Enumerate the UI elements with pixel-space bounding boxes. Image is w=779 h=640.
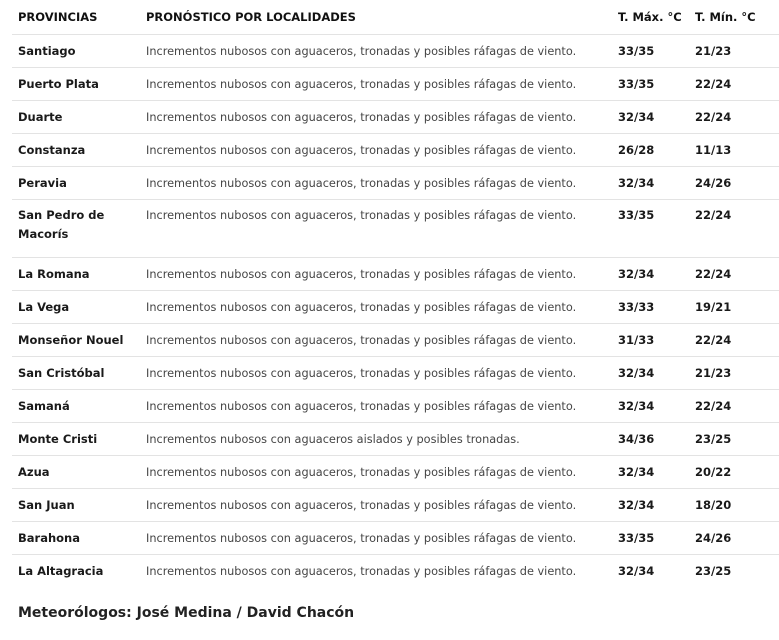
table-row [12,167,779,200]
table-row [12,456,779,489]
cell-tmax: 33/35 [612,68,689,101]
cell-tmin: 23/25 [689,423,779,456]
header-tmin: T. Mín. °C [689,0,779,35]
cell-provincia: La Romana [12,258,140,291]
cell-provincia: Monseñor Nouel [12,324,140,357]
table-row [12,134,779,167]
cell-pronostico: Incrementos nubosos con aguaceros, tronadas y posibles ráfagas de viento. [140,134,612,167]
cell-pronostico: Incrementos nubosos con aguaceros, tronadas y posibles ráfagas de viento. [140,522,612,555]
cell-tmin: 24/26 [689,522,779,555]
cell-tmin: 22/24 [689,258,779,291]
cell-pronostico: Incrementos nubosos con aguaceros, tronadas y posibles ráfagas de viento. [140,324,612,357]
cell-provincia: Constanza [12,134,140,167]
cell-provincia: La Vega [12,291,140,324]
cell-tmax: 32/34 [612,258,689,291]
table-row [12,35,779,68]
forecast-table [12,0,779,587]
table-row [12,555,779,588]
table-row [12,390,779,423]
cell-provincia: San Juan [12,489,140,522]
cell-tmin: 21/23 [689,35,779,68]
cell-pronostico: Incrementos nubosos con aguaceros, tronadas y posibles ráfagas de viento. [146,564,577,578]
cell-provincia: Santiago [12,35,140,68]
cell-tmin: 22/24 [689,390,779,423]
table-row [12,258,779,291]
cell-tmin: 22/24 [689,68,779,101]
meteorologists-credit: Meteorólogos: José Medina / David Chacón [18,605,355,621]
header-provincias: PROVINCIAS [12,0,140,35]
cell-provincia: Samaná [12,390,140,423]
cell-tmax: 34/36 [612,423,689,456]
cell-tmin: 11/13 [689,134,779,167]
cell-tmax: 32/34 [612,390,689,423]
cell-pronostico: Incrementos nubosos con aguaceros, tronadas y posibles ráfagas de viento. [140,258,612,291]
cell-tmax: 33/35 [612,522,689,555]
cell-pronostico: Incrementos nubosos con aguaceros, tronadas y posibles ráfagas de viento. [140,35,612,68]
cell-pronostico: Incrementos nubosos con aguaceros, tronadas y posibles ráfagas de viento. [140,357,612,390]
cell-tmax: 33/35 [612,200,689,258]
cell-pronostico: Incrementos nubosos con aguaceros, tronadas y posibles ráfagas de viento. [140,390,612,423]
header-tmax: T. Máx. °C [612,0,689,35]
cell-tmax: 32/34 [612,101,689,134]
table-header-row [12,0,779,35]
cell-pronostico: Incrementos nubosos con aguaceros, tronadas y posibles ráfagas de viento. [140,291,612,324]
cell-pronostico: Incrementos nubosos con aguaceros, tronadas y posibles ráfagas de viento. [140,101,612,134]
cell-tmin: 18/20 [689,489,779,522]
cell-tmin: 19/21 [689,291,779,324]
cell-tmin: 23/25 [695,563,732,578]
cell-provincia: Azua [12,456,140,489]
cell-pronostico: Incrementos nubosos con aguaceros, tronadas y posibles ráfagas de viento. [140,68,612,101]
cell-tmin: 24/26 [689,167,779,200]
table-row [12,522,779,555]
cell-tmin: 22/24 [689,200,779,258]
cell-pronostico: Incrementos nubosos con aguaceros, tronadas y posibles ráfagas de viento. [140,456,612,489]
cell-tmax: 31/33 [612,324,689,357]
cell-pronostico: Incrementos nubosos con aguaceros, tronadas y posibles ráfagas de viento. [140,489,612,522]
cell-tmin: 22/24 [689,324,779,357]
cell-provincia: San Cristóbal [12,357,140,390]
cell-tmin: 22/24 [689,101,779,134]
table-row [12,489,779,522]
cell-tmax: 32/34 [612,167,689,200]
header-pronostico: PRONÓSTICO POR LOCALIDADES [140,0,612,35]
table-row [12,423,779,456]
cell-provincia: Peravia [12,167,140,200]
cell-provincia: San Pedro de Macorís [12,200,140,258]
cell-provincia: La Altagracia [18,563,104,578]
cell-tmax: 33/35 [612,35,689,68]
table-row [12,324,779,357]
cell-provincia: Monte Cristi [12,423,140,456]
table-row [12,357,779,390]
cell-tmax: 33/33 [612,291,689,324]
cell-tmax: 32/34 [618,563,655,578]
table-row [12,291,779,324]
cell-tmax: 26/28 [612,134,689,167]
cell-provincia: Puerto Plata [12,68,140,101]
cell-pronostico: Incrementos nubosos con aguaceros aislados y posibles tronadas. [140,423,612,456]
cell-provincia: Duarte [12,101,140,134]
cell-pronostico: Incrementos nubosos con aguaceros, tronadas y posibles ráfagas de viento. [140,167,612,200]
table-row [12,68,779,101]
cell-tmax: 32/34 [612,456,689,489]
cell-tmin: 20/22 [689,456,779,489]
cell-tmax: 32/34 [612,357,689,390]
cell-provincia: Barahona [12,522,140,555]
cell-pronostico: Incrementos nubosos con aguaceros, tronadas y posibles ráfagas de viento. [140,200,612,258]
table-row [12,101,779,134]
cell-tmin: 21/23 [689,357,779,390]
cell-tmax: 32/34 [612,489,689,522]
table-row [12,200,779,258]
